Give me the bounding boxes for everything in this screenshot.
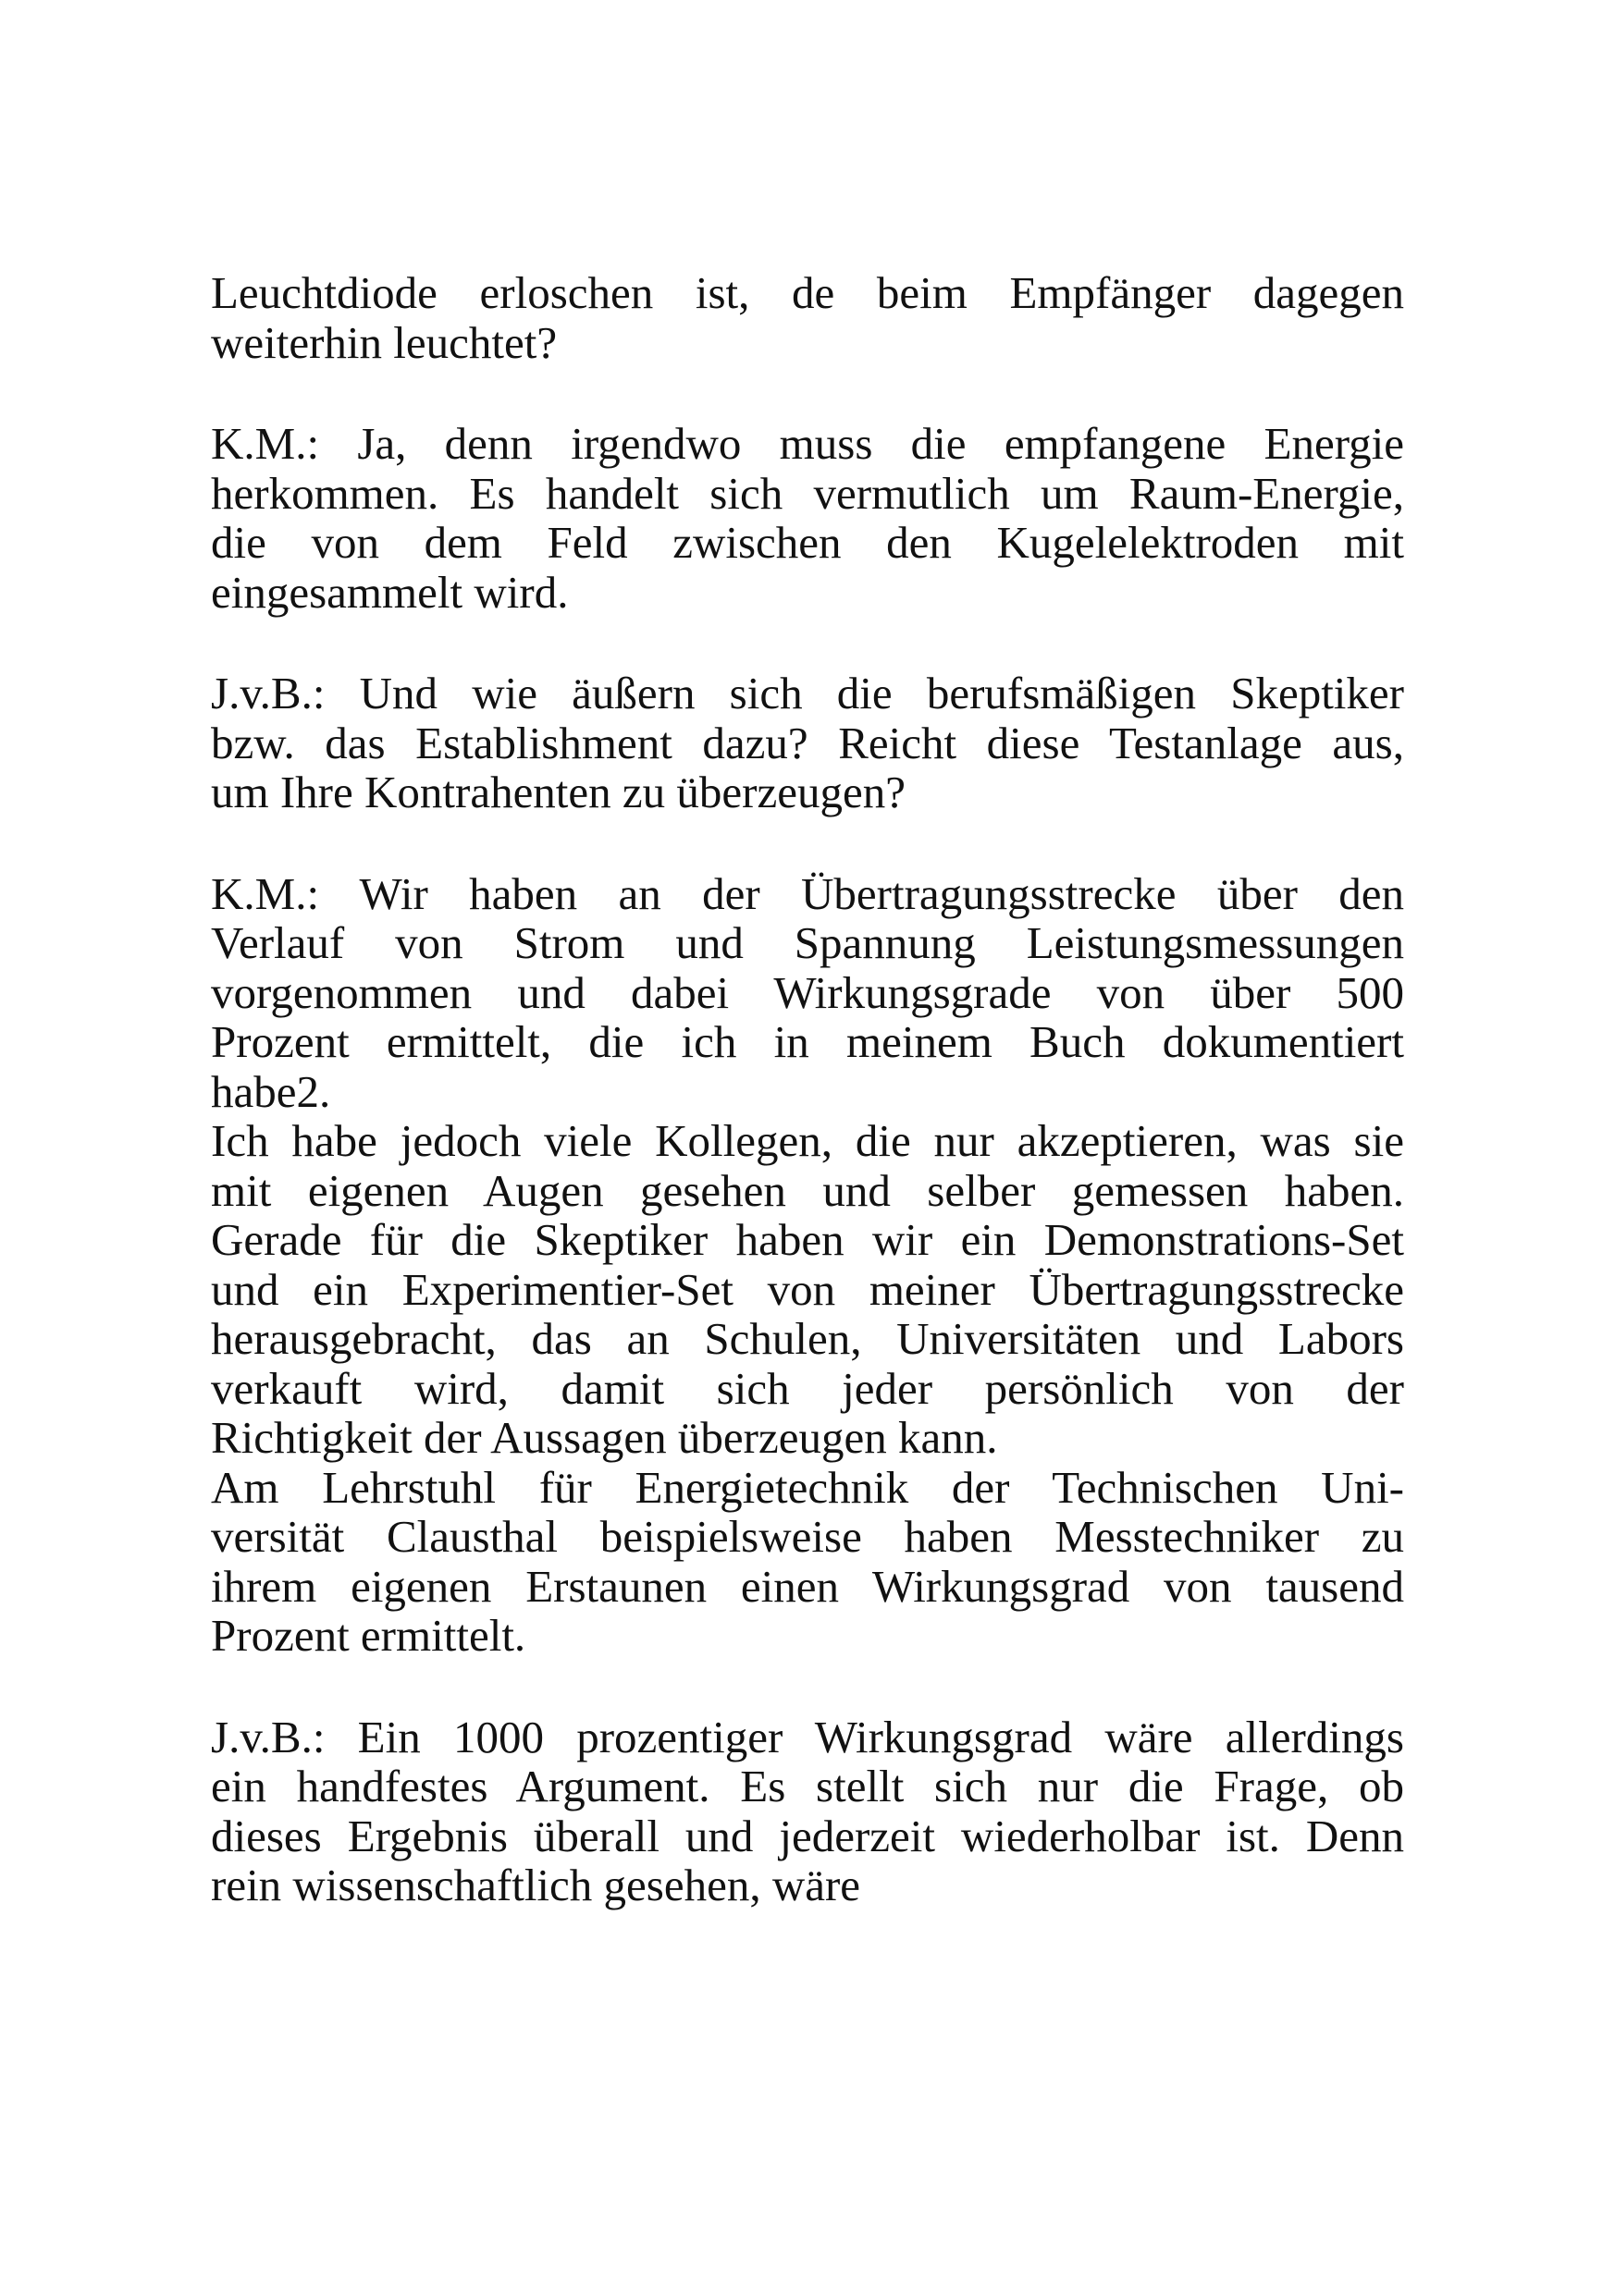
paragraph-5 <box>211 1713 1404 1910</box>
text-line: Verlauf von Strom und Spannung Leistungsmessungen <box>211 917 1404 968</box>
text-line: Am Lehrstuhl für Energietechnik der Technischen Uni- <box>211 1461 1404 1513</box>
text-line: Richtigkeit der Aussagen überzeugen kann. <box>211 1412 998 1463</box>
text-line: eingesammelt wird. <box>211 566 569 618</box>
text-line: J.v.B.: Ein 1000 prozentiger Wirkungsgrad wäre allerdings <box>211 1711 1404 1762</box>
text-line: herkommen. Es handelt sich vermutlich um Raum-Energie, <box>211 467 1404 519</box>
text-line: um Ihre Kontrahenten zu überzeugen? <box>211 767 906 817</box>
text-line: verkauft wird, damit sich jeder persönlich von der <box>211 1362 1404 1414</box>
paragraph-2 <box>211 419 1404 617</box>
paragraph-3 <box>211 669 1404 817</box>
text-line: ihrem eigenen Erstaunen einen Wirkungsgrad von tausend <box>211 1560 1404 1612</box>
text-line: K.M.: Ja, denn irgendwo muss die empfangene Energie <box>211 418 1404 469</box>
text-line: dieses Ergebnis überall und jederzeit wiederholbar ist. Denn <box>211 1810 1404 1861</box>
text-line: bzw. das Establishment dazu? Reicht diese Testanlage aus, <box>211 717 1404 768</box>
text-line: die von dem Feld zwischen den Kugelelektroden mit <box>211 517 1404 568</box>
text-line: vorgenommen und dabei Wirkungsgrade von über 500 <box>211 966 1404 1018</box>
text-line: versität Clausthal beispielsweise haben Messtechniker zu <box>211 1511 1404 1562</box>
text-line: Gerade für die Skeptiker haben wir ein Demonstrations-Set <box>211 1214 1404 1265</box>
text-line: ein handfestes Argument. Es stellt sich nur die Frage, ob <box>211 1761 1404 1811</box>
text-line: habe2. <box>211 1065 331 1117</box>
interview-text <box>211 268 1404 1910</box>
paragraph-4 <box>211 869 1404 1661</box>
text-line: und ein Experimentier-Set von meiner Übertragungsstrecke <box>211 1263 1404 1315</box>
text-line: rein wissenschaftlich gesehen, wäre <box>211 1860 861 1910</box>
text-line: K.M.: Wir haben an der Übertragungsstrecke über den <box>211 867 1404 919</box>
text-line: Prozent ermittelt, die ich in meinem Buch dokumentiert <box>211 1016 1404 1067</box>
text-line: herausgebracht, das an Schulen, Universitäten und Labors <box>211 1313 1404 1364</box>
text-line: Ich habe jedoch viele Kollegen, die nur akzeptieren, was sie <box>211 1115 1404 1166</box>
text-line: weiterhin leuchtet? <box>211 316 558 368</box>
text-line: J.v.B.: Und wie äußern sich die berufsmäßigen Skeptiker <box>211 668 1404 718</box>
text-line: mit eigenen Augen gesehen und selber gemessen haben. <box>211 1164 1404 1216</box>
text-line: Leuchtdiode erloschen ist, de beim Empfänger dagegen <box>211 267 1404 318</box>
text-line: Prozent ermittelt. <box>211 1610 526 1661</box>
paragraph-1 <box>211 268 1404 367</box>
